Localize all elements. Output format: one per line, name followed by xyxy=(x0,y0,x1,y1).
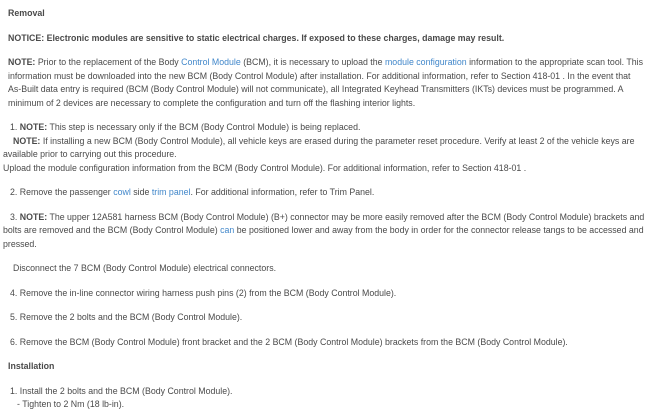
text-run: Prior to the replacement of the Body xyxy=(35,57,182,67)
bold-label: Removal xyxy=(8,8,45,18)
removal-step-1 xyxy=(3,121,645,175)
text-run: Disconnect the 7 BCM (Body Control Module) electrical connectors. xyxy=(13,263,277,273)
removal-step-2 xyxy=(3,186,645,200)
text-run: be positioned lower and away from the body in order for the connector release tangs to be accessed and pressed. xyxy=(3,225,644,249)
module-configuration-note xyxy=(3,56,645,110)
removal-step-3-action xyxy=(3,262,645,276)
module-configuration-note-line-1 xyxy=(8,56,645,110)
inline-link-module-configuration[interactable]: module configuration xyxy=(384,57,467,67)
bold-label: NOTE: xyxy=(19,211,48,222)
inline-link-can[interactable]: can xyxy=(220,225,235,235)
text-run: 6. Remove the BCM (Body Control Module) front bracket and the 2 BCM (Body Control Module) brackets from the BCM (Body Control Module). xyxy=(10,336,568,347)
installation-step-1-line-1 xyxy=(3,385,645,399)
text-run: . For additional information, refer to Trim Panel. xyxy=(190,187,375,197)
text-run: Upload the module configuration information from the BCM (Body Control Module). For additional information, refer to Section 418-01 . xyxy=(3,162,527,173)
text-run: If installing a new BCM (Body Control Module), all vehicle keys are erased during the parameter reset procedure. Verify at least 2 of the vehicle keys are available prior to carrying out this procedure. xyxy=(3,135,635,159)
static-charge-notice xyxy=(3,32,645,46)
text-run: 1. Install the 2 bolts and the BCM (Body Control Module). xyxy=(10,385,233,396)
text-run: The upper 12A581 harness BCM (Body Control Module) (B+) connector may be more easily removed after the BCM (Body Control Module) brackets and bolts are removed and the BCM (Body Control Module) xyxy=(3,211,645,235)
inline-link-control-module[interactable]: Control Module xyxy=(181,57,241,67)
text-run: This step is necessary only if the BCM (Body Control Module) is being replaced. xyxy=(47,122,361,132)
removal-step-5 xyxy=(3,311,645,325)
removal-step-1-line-1 xyxy=(3,121,645,135)
removal-step-1-line-3 xyxy=(3,162,645,176)
removal-heading xyxy=(3,7,645,21)
bold-label: NOTE: xyxy=(8,57,36,67)
text-run: 2. Remove the passenger xyxy=(10,187,114,197)
removal-step-3 xyxy=(3,211,645,252)
removal-step-4-line-1 xyxy=(3,287,645,301)
text-run: - Tighten to 2 Nm (18 lb-in). xyxy=(17,399,125,409)
installation-heading xyxy=(3,360,645,374)
removal-step-5-line-1 xyxy=(3,311,645,325)
inline-link-cowl[interactable]: cowl xyxy=(113,187,131,197)
inline-link-trim-panel[interactable]: trim panel xyxy=(151,187,191,197)
installation-step-1-line-2 xyxy=(17,398,645,412)
removal-step-3-line-1 xyxy=(3,211,645,252)
bold-label: NOTE: xyxy=(19,122,48,132)
removal-step-1-line-2 xyxy=(3,135,645,162)
installation-step-1 xyxy=(3,385,645,412)
text-run: 4. Remove the in-line connector wiring harness push pins (2) from the BCM (Body Control Module). xyxy=(10,287,397,298)
static-charge-notice-line-1 xyxy=(8,32,645,46)
text-run: 1. xyxy=(10,122,20,132)
text-run: side xyxy=(130,187,152,197)
text-run: 5. Remove the 2 bolts and the BCM (Body Control Module). xyxy=(10,312,243,322)
bold-label: NOTE: xyxy=(13,135,41,146)
removal-step-3-action-line-1 xyxy=(13,262,645,276)
installation-heading-line-1 xyxy=(8,360,645,374)
bold-label: Installation xyxy=(8,361,55,371)
bold-label: NOTICE: Electronic modules are sensitive to static electrical charges. If exposed to these charges, damage may result. xyxy=(8,32,505,43)
removal-step-2-line-1 xyxy=(3,186,645,200)
removal-heading-line-1 xyxy=(8,7,645,21)
removal-step-6 xyxy=(3,336,645,350)
removal-step-6-line-1 xyxy=(3,336,645,350)
text-run: 3. xyxy=(10,211,20,222)
text-run: (BCM), it is necessary to upload the xyxy=(240,57,385,67)
removal-step-4 xyxy=(3,287,645,301)
text-run: information to the appropriate scan tool. This information must be downloaded into the new BCM (Body Control Module) after installation. For additional information, refer to Section 418-01 . In the event that As-Built data entry is required (BCM (Body Control Module) will not communicate), all Integrated Keyhead Transmitters (IKTs) devices must be programmed. A minimum of 2 devices are necessary to complete the configuration and turn off the flashing interior lights. xyxy=(8,57,644,108)
